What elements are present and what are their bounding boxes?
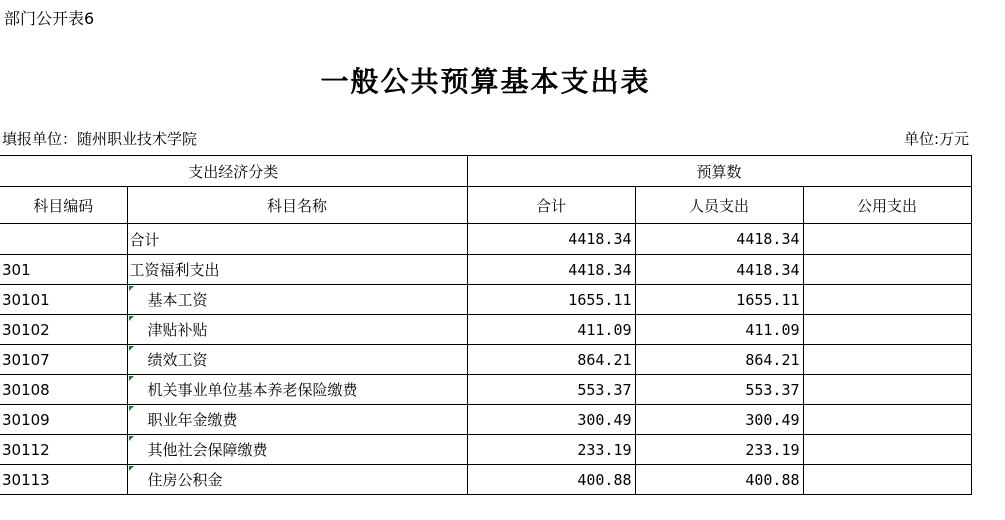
total-cell: 4418.34 — [467, 255, 635, 285]
table-row — [0, 224, 971, 255]
public-expense-cell — [803, 465, 971, 495]
header-row-columns — [0, 187, 971, 224]
subject-name-cell — [127, 345, 467, 375]
reporting-unit-label: 填报单位：随州职业技术学院 — [2, 130, 198, 148]
subject-name-text: 津贴补贴 — [147, 321, 208, 339]
subject-name-cell — [127, 285, 467, 315]
total-cell: 233.19 — [467, 435, 635, 465]
table-row — [0, 255, 971, 285]
cell-note-marker-icon — [129, 316, 134, 321]
total-cell: 553.37 — [467, 375, 635, 405]
header-personnel-expense: 人员支出 — [635, 187, 803, 224]
personnel-expense-cell: 864.21 — [635, 345, 803, 375]
table-row — [0, 435, 971, 465]
subject-code-cell: 30102 — [0, 315, 127, 345]
total-cell: 1655.11 — [467, 285, 635, 315]
subject-code-cell: 301 — [0, 255, 127, 285]
budget-table — [0, 155, 972, 495]
personnel-expense-cell: 553.37 — [635, 375, 803, 405]
total-cell: 4418.34 — [467, 224, 635, 255]
personnel-expense-cell: 400.88 — [635, 465, 803, 495]
cell-note-marker-icon — [129, 406, 134, 411]
currency-unit-label: 单位:万元 — [903, 130, 969, 148]
personnel-expense-cell: 1655.11 — [635, 285, 803, 315]
cell-note-marker-icon — [129, 376, 134, 381]
subject-code-cell: 30107 — [0, 345, 127, 375]
subject-code-cell — [0, 224, 127, 255]
personnel-expense-cell: 411.09 — [635, 315, 803, 345]
public-expense-cell — [803, 224, 971, 255]
public-expense-cell — [803, 315, 971, 345]
subject-name-text: 绩效工资 — [147, 351, 208, 369]
cell-note-marker-icon — [129, 286, 134, 291]
subject-name-cell: 合计 — [127, 224, 467, 255]
subject-name-cell — [127, 435, 467, 465]
subject-code-cell: 30108 — [0, 375, 127, 405]
cell-note-marker-icon — [129, 436, 134, 441]
table-row — [0, 465, 971, 495]
header-subject-name: 科目名称 — [127, 187, 467, 224]
subject-code-cell: 30109 — [0, 405, 127, 435]
public-expense-cell — [803, 285, 971, 315]
table-row — [0, 405, 971, 435]
subject-name-cell — [127, 315, 467, 345]
subject-name-cell — [127, 375, 467, 405]
public-expense-cell — [803, 345, 971, 375]
subject-name-text: 基本工资 — [147, 291, 208, 309]
total-cell: 411.09 — [467, 315, 635, 345]
personnel-expense-cell: 233.19 — [635, 435, 803, 465]
public-expense-cell — [803, 435, 971, 465]
table-row — [0, 345, 971, 375]
header-row-group — [0, 156, 971, 187]
subject-code-cell: 30113 — [0, 465, 127, 495]
public-expense-cell — [803, 255, 971, 285]
table-row — [0, 285, 971, 315]
page-title: 一般公共预算基本支出表 — [320, 65, 651, 98]
header-subject-code: 科目编码 — [0, 187, 127, 224]
table-row — [0, 375, 971, 405]
header-total: 合计 — [467, 187, 635, 224]
personnel-expense-cell: 4418.34 — [635, 224, 803, 255]
subject-name-text: 其他社会保障缴费 — [147, 441, 268, 459]
personnel-expense-cell: 300.49 — [635, 405, 803, 435]
table-meta-row — [0, 128, 971, 148]
public-expense-cell — [803, 405, 971, 435]
personnel-expense-cell: 4418.34 — [635, 255, 803, 285]
header-economic-class: 支出经济分类 — [0, 156, 467, 187]
subject-name-text: 住房公积金 — [147, 471, 223, 489]
subject-name-cell: 工资福利支出 — [127, 255, 467, 285]
subject-code-cell: 30101 — [0, 285, 127, 315]
total-cell: 300.49 — [467, 405, 635, 435]
cell-note-marker-icon — [129, 346, 134, 351]
subject-name-text: 机关事业单位基本养老保险缴费 — [147, 381, 358, 399]
document-number-label: 部门公开表6 — [4, 9, 95, 28]
subject-name-cell — [127, 405, 467, 435]
header-public-expense: 公用支出 — [803, 187, 971, 224]
subject-name-cell — [127, 465, 467, 495]
table-row — [0, 315, 971, 345]
public-expense-cell — [803, 375, 971, 405]
cell-note-marker-icon — [129, 466, 134, 471]
header-budget-amount: 预算数 — [467, 156, 971, 187]
total-cell: 864.21 — [467, 345, 635, 375]
subject-name-text: 职业年金缴费 — [147, 411, 238, 429]
subject-code-cell: 30112 — [0, 435, 127, 465]
total-cell: 400.88 — [467, 465, 635, 495]
